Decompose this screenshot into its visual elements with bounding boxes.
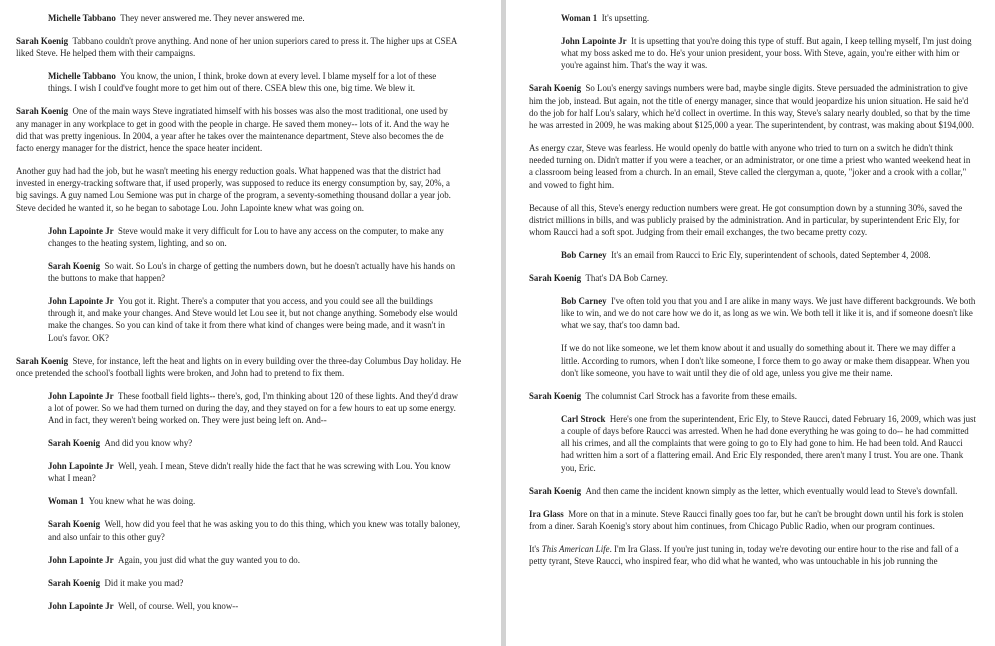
speaker-name: John Lapointe Jr — [48, 554, 114, 565]
paragraph-text: And then came the incident known simply as the letter, which eventually would lead to Steve's downfall. — [585, 485, 958, 496]
speaker-name: Sarah Koenig — [48, 519, 101, 530]
transcript-paragraph — [16, 12, 462, 24]
transcript-column-right — [529, 12, 976, 578]
paragraph-text: And did you know why? — [104, 438, 193, 449]
transcript-paragraph — [529, 413, 976, 474]
paragraph-text: Well, yeah. I mean, Steve didn't really hide the fact that he was screwing with Lou. You know what I mean? — [48, 461, 451, 484]
paragraph-text: You know, the union, I think, broke down at every level. I blame myself for a lot of these things. I wish I could've fought more to get him out of there. CSEA blew this one, big time. We blew it. — [48, 71, 437, 94]
paragraph-text: So wait. So Lou's in charge of getting the numbers down, but he doesn't actually have his hands on the buttons to make that happen? — [48, 260, 456, 284]
transcript-paragraph — [529, 390, 976, 402]
paragraph-text: The columnist Carl Strock has a favorite from these emails. — [585, 390, 797, 401]
transcript-page-right — [506, 0, 995, 646]
paragraph-text: Here's one from the superintendent, Eric Ely, to Steve Raucci, dated February 16, 2009, which was just a couple of days before Raucci was arrested. When he had done everything he was going to do-- he had committed all his crimes, and all the complaints that were going to go to Ely had gone to him. He had been told. And Raucci had written him a sort of a flattering email. And Eric Ely responded, there aren't many I trust. You are one. Thank you, Eric. — [561, 413, 976, 473]
transcript-paragraph — [529, 342, 976, 379]
speaker-name: Sarah Koenig — [529, 390, 582, 401]
speaker-name: Ira Glass — [529, 508, 564, 519]
transcript-paragraph — [16, 437, 462, 449]
paragraph-text: Steve would make it very difficult for Lou to have any access on the computer, to make any changes to the heating system, lighting, and so on. — [48, 225, 444, 248]
transcript-paragraph — [16, 70, 462, 94]
speaker-name: John Lapointe Jr — [48, 461, 114, 472]
transcript-paragraph — [529, 485, 976, 497]
paragraph-text: You got it. Right. There's a computer that you access, and you could see all the buildings through it, and make your changes. And Steve would let Lou see it, but not change anything. Somebody else would make the changes. So you can kind of take it from there what kind of changes were being made, and it wasn't in Lou's favor. OK? — [48, 296, 458, 343]
transcript-paragraph — [529, 249, 976, 261]
speaker-name: Michelle Tabbano — [48, 13, 116, 23]
paragraph-text: Did it make you mad? — [104, 577, 184, 588]
paragraph-text: If we do not like someone, we let them know about it and usually do something about it. There we may differ a little. According to rumors, when I don't like someone, I force them to go away or make them disappear. When you don't like someone, you have to wait until they die of old age, unless you give me their name. — [561, 343, 970, 378]
speaker-name: John Lapointe Jr — [561, 36, 627, 46]
transcript-paragraph — [16, 518, 462, 542]
transcript-paragraph — [16, 460, 462, 484]
speaker-name: Sarah Koenig — [16, 36, 69, 46]
speaker-name: Sarah Koenig — [16, 355, 69, 366]
paragraph-text: It's upsetting. — [601, 13, 650, 23]
paragraph-text: It is upsetting that you're doing this type of stuff. But again, I keep telling myself, I'm just doing what my boss asked me to do. He's your union president, your boss. With Steve, again, you're either with him or you're against him. That's the way it was. — [561, 36, 972, 71]
show-title: This American Life — [541, 543, 610, 554]
speaker-name: Sarah Koenig — [529, 485, 582, 496]
paragraph-text: Well, of course. Well, you know-- — [118, 600, 239, 611]
speaker-name: Sarah Koenig — [48, 577, 101, 588]
paragraph-text: You knew what he was doing. — [88, 496, 196, 507]
transcript-paragraph — [16, 225, 462, 249]
transcript-paragraph — [529, 142, 976, 191]
paragraph-text: They never answered me. They never answered me. — [120, 13, 305, 23]
paragraph-text: These football field lights-- there's, god, I'm thinking about 120 of these lights. And they'd draw a lot of power. So we had them turned on during the day, and they stayed on for a few hours to eat up some energy. And in fact, they weren't being worked on. They were just being left on. And-- — [48, 390, 459, 426]
transcript-paragraph — [16, 554, 462, 566]
transcript-paragraph — [529, 82, 976, 131]
paragraph-text: As energy czar, Steve was fearless. He would openly do battle with anyone who tried to turn on a switch he didn't think needed turning on. Didn't matter if you were a teacher, or an administrator, or one time a priest who wanted weekend heat in a classroom being leased from a church. In an email, Steve called the clergyman a, quote, "joker and a crook with a collar," and vowed to fight him. — [529, 143, 971, 190]
transcript-paragraph — [16, 577, 462, 589]
transcript-paragraph — [16, 600, 462, 612]
transcript-paragraph — [16, 390, 462, 427]
paragraph-text: I've often told you that you and I are alike in many ways. We just have different backgrounds. We both like to win, and we do not care how we do it, as long as we win. We both tell it like it is, and if someone doesn't like what we say, that's too damn bad. — [561, 296, 976, 331]
paragraph-text: One of the main ways Steve ingratiated himself with his bosses was also the most traditional, one used by any manager in any workplace to get in good with the people in charge. He saved them money-- lots of it. And the way he did that was pretty ingenious. In 2004, a year after he takes over the maintenance department, Steve also becomes the de facto energy manager for the district, hence the space heater incident. — [16, 106, 450, 154]
speaker-name: Sarah Koenig — [529, 273, 582, 284]
transcript-paragraph — [16, 165, 462, 214]
transcript-column-left — [16, 12, 462, 623]
speaker-name: Sarah Koenig — [48, 438, 101, 449]
speaker-name: John Lapointe Jr — [48, 296, 114, 307]
transcript-paragraph — [529, 508, 976, 532]
paragraph-text: Steve, for instance, left the heat and lights on in every building over the three-day Columbus Day holiday. He once pretended the school's football lights were broken, and John had to pretend to fix them. — [16, 355, 462, 378]
speaker-name: Carl Strock — [561, 413, 606, 424]
paragraph-text: Well, how did you feel that he was asking you to do this thing, which you knew was totally baloney, and also unfair to this other guy? — [48, 519, 461, 542]
transcript-paragraph — [529, 12, 976, 24]
transcript-paragraph — [16, 105, 462, 154]
paragraph-text: Because of all this, Steve's energy reduction numbers were great. He got consumption down by a stunning 30%, saved the district millions in bills, and was publicly praised by the administration. And in particular, by superintendent Eric Ely, for whom Raucci had a soft spot. Judging from their email exchanges, the two became pretty cozy. — [529, 202, 963, 238]
speaker-name: Sarah Koenig — [16, 106, 69, 117]
transcript-paragraph — [529, 543, 976, 567]
transcript-paragraph — [529, 295, 976, 332]
speaker-name: Sarah Koenig — [48, 260, 101, 271]
transcript-paragraph — [16, 495, 462, 507]
paragraph-text-prefix: It's — [529, 543, 542, 554]
paragraph-text: Tabbano couldn't prove anything. And none of her union superiors cared to press it. The higher ups at CSEA liked Steve. He helped them with their campaigns. — [16, 36, 457, 59]
paragraph-text: So Lou's energy savings numbers were bad, maybe single digits. Steve persuaded the administration to give him the job, instead. But again, not the title of energy manager, since that would jeopardize his union situation. He said he'd do the job for half Lou's salary, which he'd collect in overtime. In this way, Steve's salary nearly doubled, so that by the time he was arrested in 2009, he was making about $125,000 a year. The superintendent, by contrast, was making about $194,000. — [529, 83, 974, 131]
speaker-name: Sarah Koenig — [529, 83, 582, 94]
transcript-paragraph — [16, 35, 462, 59]
speaker-name: Bob Carney — [561, 296, 607, 307]
paragraph-text: That's DA Bob Carney. — [585, 273, 668, 284]
speaker-name: John Lapointe Jr — [48, 600, 114, 611]
transcript-paragraph — [529, 272, 976, 284]
transcript-paragraph — [529, 202, 976, 239]
paragraph-text: . I'm Ira Glass. If you're just tuning in, today we're devoting our entire hour to the rise and fall of a petty tyrant, Steve Raucci, who inspired fear, who did what he wanted, who was untouchable in his job running the — [529, 543, 959, 567]
speaker-name: Michelle Tabbano — [48, 71, 116, 82]
paragraph-text: More on that in a minute. Steve Raucci finally goes too far, but he can't be brought down until his fork is stolen from a diner. Sarah Koenig's story about him continues, from Chicago Public Radio, when our program continues. — [529, 508, 964, 531]
paragraph-text: It's an email from Raucci to Eric Ely, superintendent of schools, dated September 4, 2008. — [611, 250, 931, 261]
transcript-paragraph — [16, 260, 462, 284]
transcript-paragraph — [16, 295, 462, 344]
transcript-paragraph — [529, 35, 976, 72]
transcript-paragraph — [16, 355, 462, 379]
speaker-name: Woman 1 — [48, 496, 85, 507]
paragraph-text: Another guy had had the job, but he wasn't meeting his energy reduction goals. What happened was that the district had invested in energy-tracking software that, if used properly, was supposed to reduce its energy consumption by, say, 20%, a big savings. A guy named Lou Semione was put in charge of the program, a seventy-something thousand dollar a year job. Steve decided he wanted it, so he began to sabotage Lou. John Lapointe knew what was going on. — [16, 166, 451, 213]
speaker-name: Bob Carney — [561, 250, 607, 261]
paragraph-text: Again, you just did what the guy wanted you to do. — [118, 554, 300, 565]
speaker-name: John Lapointe Jr — [48, 390, 114, 401]
speaker-name: Woman 1 — [561, 13, 598, 23]
speaker-name: John Lapointe Jr — [48, 225, 114, 236]
